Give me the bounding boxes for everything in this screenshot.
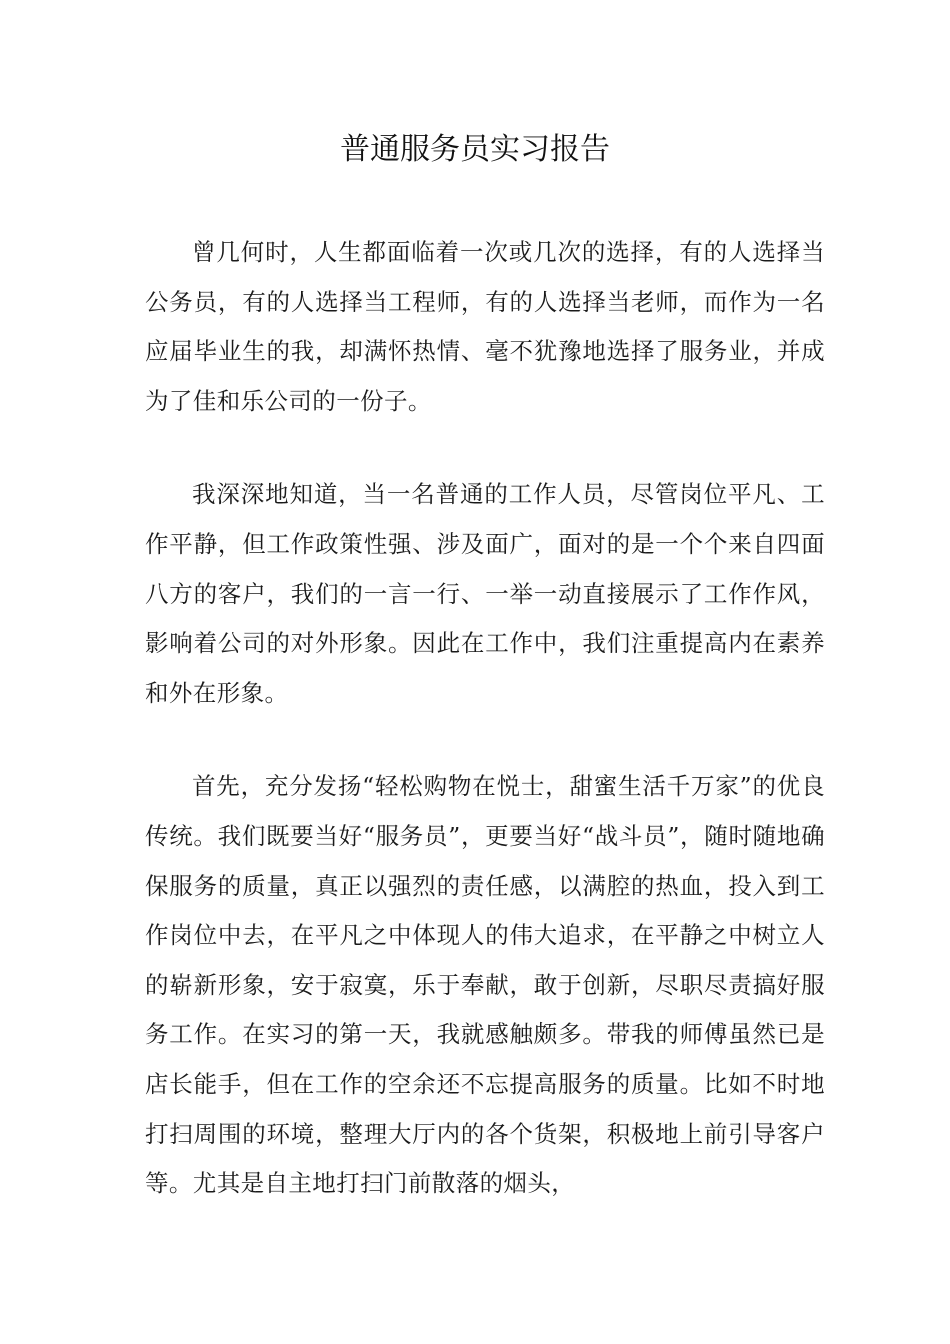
paragraph-3: 首先，充分发扬“轻松购物在悦士，甜蜜生活千万家”的优良传统。我们既要当好“服务员”，更要当好“战斗员”，随时随地确保服务的质量，真正以强烈的责任感，以满腔的热血，投入到工作岗位中去，在平凡之中体现人的伟大追求，在平静之中树立人的崭新形象，安于寂寞，乐于奉献，敢于创新，尽职尽责搞好服务工作。在实习的第一天，我就感触颇多。带我的师傅虽然已是店长能手，但在工作的空余还不忘提高服务的质量。比如不时地打扫周围的环境，整理大厅内的各个货架，积极地上前引导客户等。尤其是自主地打扫门前散落的烟头， — [145, 772, 825, 1198]
document-body — [145, 228, 825, 1253]
document-title: 普通服务员实习报告 — [340, 132, 610, 167]
paragraph-1: 曾几何时，人生都面临着一次或几次的选择，有的人选择当公务员，有的人选择当工程师，有的人选择当老师，而作为一名应届毕业生的我，却满怀热情、毫不犹豫地选择了服务业，并成为了佳和乐公司的一份子。 — [145, 238, 825, 415]
paragraph-2: 我深深地知道，当一名普通的工作人员，尽管岗位平凡、工作平静，但工作政策性强、涉及面广，面对的是一个个来自四面八方的客户，我们的一言一行、一举一动直接展示了工作作风，影响着公司的对外形象。因此在工作中，我们注重提高内在素养和外在形象。 — [145, 480, 825, 707]
